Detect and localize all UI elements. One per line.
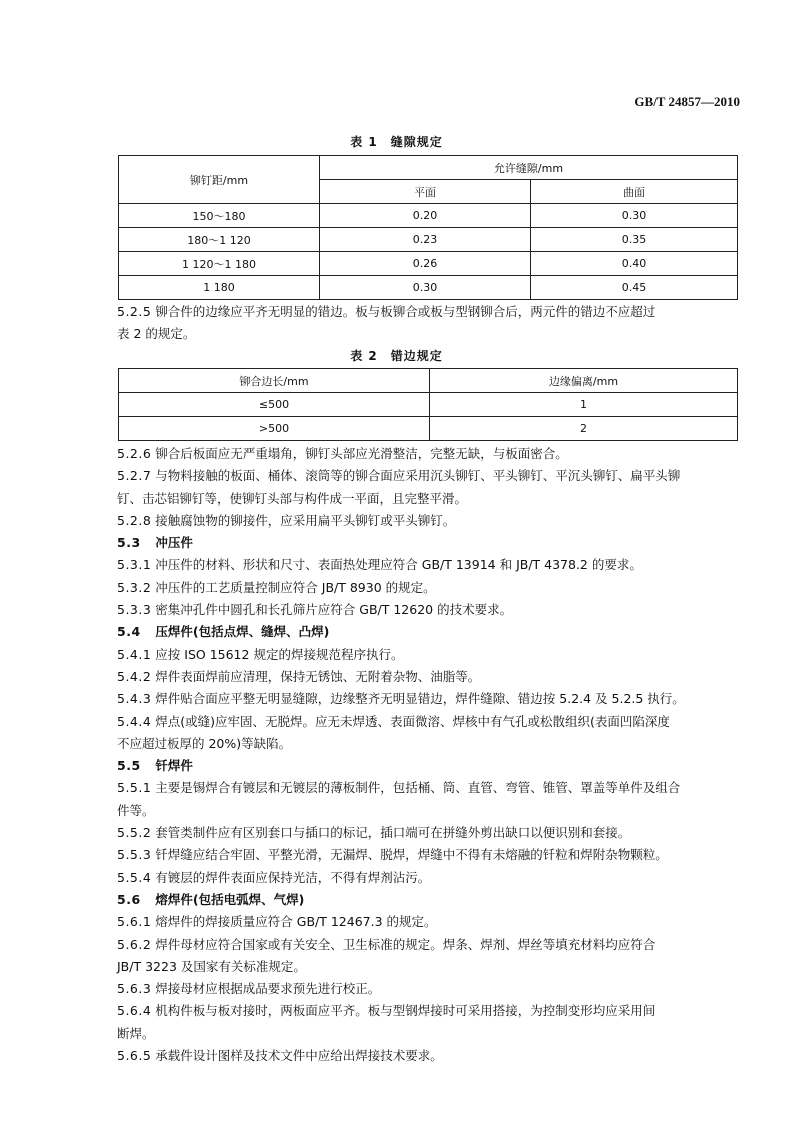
clause-continuation: 断焊。	[117, 1025, 155, 1041]
clause-text: 冲压件	[155, 535, 193, 551]
clause	[117, 666, 742, 688]
clause	[117, 711, 742, 733]
col-edge-offset: 边缘偏离/mm	[430, 369, 738, 393]
clause-number: 5.5.2	[117, 825, 152, 841]
cell-curved: 0.35	[531, 228, 738, 252]
clause-number: 5.6.5	[117, 1048, 152, 1064]
clause	[117, 822, 742, 844]
clause-text: 钎焊缝应结合牢固、平整光滑，无漏焊、脱焊，焊缝中不得有未熔融的钎粒和焊附杂物颗粒。	[155, 847, 668, 863]
col-flat: 平面	[320, 180, 531, 204]
cell-flat: 0.23	[320, 228, 531, 252]
section-heading	[117, 889, 742, 911]
table-row	[119, 393, 738, 417]
clause	[117, 911, 742, 933]
section-heading	[117, 755, 742, 777]
clause	[117, 867, 742, 889]
clause	[117, 443, 742, 465]
clause-continuation: 件等。	[117, 802, 155, 818]
gap-table	[118, 155, 738, 300]
clause-text: 机构件板与板对接时，两板面应平齐。板与型钢焊接时可采用搭接，为控制变形均应采用间	[155, 1003, 656, 1019]
clause-text: 密集冲孔件中圆孔和长孔筛片应符合 GB/T 12620 的技术要求。	[155, 602, 513, 618]
clause-text: 熔焊件的焊接质量应符合 GB/T 12467.3 的规定。	[155, 914, 437, 930]
table1-title: 表 1 缝隙规定	[350, 135, 443, 149]
clause-continuation: 表 2 的规定。	[117, 326, 196, 342]
cell-length: >500	[119, 417, 430, 441]
clause	[117, 934, 742, 956]
clause	[117, 577, 742, 599]
clause	[117, 844, 742, 866]
clause-text: 钎焊件	[155, 758, 193, 774]
clause	[117, 777, 742, 799]
cell-offset: 1	[430, 393, 738, 417]
clause-text: 焊点(或缝)应牢固、无脱焊。应无未焊透、表面微溶、焊核中有气孔或松散组织(表面凹陷深度	[155, 713, 670, 729]
clause-number: 5.6.3	[117, 981, 152, 997]
clause	[117, 510, 742, 532]
clause-text: 焊件母材应符合国家或有关安全、卫生标准的规定。焊条、焊剂、焊丝等填充材料均应符合	[155, 936, 656, 952]
standard-number: GB/T 24857—2010	[634, 94, 740, 109]
table-row	[119, 417, 738, 441]
clause-number: 5.6.2	[117, 936, 152, 952]
cell-curved: 0.40	[531, 252, 738, 276]
cell-offset: 2	[430, 417, 738, 441]
clause-text: 熔焊件(包括电弧焊、气焊)	[155, 891, 305, 907]
col-rivet-spacing: 铆钉距/mm	[119, 156, 320, 204]
clause-text: 应按 ISO 15612 规定的焊接规范程序执行。	[155, 646, 404, 662]
edge-offset-table	[118, 368, 738, 441]
clause-number: 5.3.2	[117, 579, 152, 595]
clause-text: 冲压件的材料、形状和尺寸、表面热处理应符合 GB/T 13914 和 JB/T 4378.2 的要求。	[155, 557, 642, 573]
clause-number: 5.2.8	[117, 512, 152, 528]
col-curved: 曲面	[531, 180, 738, 204]
clause-continuation: 钉、击芯铝铆钉等，使铆钉头部与构件成一平面，且完整平滑。	[117, 490, 468, 506]
section-heading	[117, 621, 742, 643]
table-row	[119, 252, 738, 276]
section-heading	[117, 532, 742, 554]
table2-title: 表 2 错边规定	[350, 349, 443, 363]
clause-list	[117, 443, 742, 1067]
clause-continuation: 不应超过板厚的 20%)等缺陷。	[117, 735, 292, 751]
clause-number: 5.5	[117, 758, 141, 774]
clause-continuation: JB/T 3223 及国家有关标准规定。	[117, 958, 306, 974]
clause-5-2-5	[117, 301, 742, 346]
clause-number: 5.4.3	[117, 691, 152, 707]
clause-text: 承载件设计图样及技术文件中应给出焊接技术要求。	[155, 1048, 443, 1064]
table-row	[119, 228, 738, 252]
clause-number: 5.4.1	[117, 646, 152, 662]
cell-length: ≤500	[119, 393, 430, 417]
clause	[117, 599, 742, 621]
clause-text: 接触腐蚀物的铆接件，应采用扁平头铆钉或平头铆钉。	[155, 512, 456, 528]
clause-text: 与物料接触的板面、桶体、滚筒等的铆合面应采用沉头铆钉、平头铆钉、平沉头铆钉、扁平头铆	[155, 468, 681, 484]
col-allowed-gap: 允许缝隙/mm	[320, 156, 738, 180]
clause-text: 有镀层的焊件表面应保持光洁，不得有焊剂沾污。	[155, 869, 431, 885]
clause	[117, 978, 742, 1000]
clause-number: 5.2.5	[117, 304, 152, 319]
clause-text: 焊接母材应根据成品要求预先进行校正。	[155, 981, 381, 997]
clause-text: 主要是锡焊合有镀层和无镀层的薄板制件，包括桶、筒、直管、弯管、锥管、罩盖等单件及组合	[155, 780, 681, 796]
cell-range: 1 180	[119, 276, 320, 300]
cell-range: 150～180	[119, 204, 320, 228]
clause-number: 5.2.6	[117, 446, 152, 461]
clause	[117, 644, 742, 666]
clause	[117, 554, 742, 576]
clause-text: 套管类制件应有区别套口与插口的标记，插口端可在拼缝外剪出缺口以便识别和套接。	[155, 825, 631, 841]
clause-number: 5.3	[117, 535, 141, 551]
clause	[117, 465, 742, 487]
cell-flat: 0.20	[320, 204, 531, 228]
clause-number: 5.5.3	[117, 847, 152, 863]
clause-text: 焊件表面焊前应清理，保持无锈蚀、无附着杂物、油脂等。	[155, 668, 481, 684]
table-row	[119, 204, 738, 228]
clause-text: 铆合件的边缘应平齐无明显的错边。板与板铆合或板与型钢铆合后，两元件的错边不应超过	[155, 304, 656, 319]
clause-text: 压焊件(包括点焊、缝焊、凸焊)	[155, 624, 330, 640]
clause-number: 5.3.1	[117, 557, 152, 573]
clause-number: 5.4	[117, 624, 141, 640]
clause-text: 铆合后板面应无严重塌角，铆钉头部应光滑整洁，完整无缺，与板面密合。	[155, 446, 568, 461]
cell-range: 1 120～1 180	[119, 252, 320, 276]
clause-text: 焊件贴合面应平整无明显缝隙，边缘整齐无明显错边，焊件缝隙、错边按 5.2.4 及 5.2.5 执行。	[155, 691, 685, 707]
clause-number: 5.5.1	[117, 780, 152, 796]
cell-curved: 0.45	[531, 276, 738, 300]
col-rivet-edge-length: 铆合边长/mm	[119, 369, 430, 393]
clause	[117, 1000, 742, 1022]
clause-number: 5.2.7	[117, 468, 152, 484]
clause-number: 5.3.3	[117, 602, 152, 618]
table-row	[119, 276, 738, 300]
clause-number: 5.6.4	[117, 1003, 152, 1019]
clause-number: 5.5.4	[117, 869, 152, 885]
clause-text: 冲压件的工艺质量控制应符合 JB/T 8930 的规定。	[155, 579, 436, 595]
clause-number: 5.4.2	[117, 668, 152, 684]
clause	[117, 1045, 742, 1067]
clause-number: 5.6	[117, 891, 141, 907]
cell-range: 180～1 120	[119, 228, 320, 252]
clause-number: 5.6.1	[117, 914, 152, 930]
cell-flat: 0.26	[320, 252, 531, 276]
clause-number: 5.4.4	[117, 713, 152, 729]
cell-curved: 0.30	[531, 204, 738, 228]
clause	[117, 688, 742, 710]
cell-flat: 0.30	[320, 276, 531, 300]
